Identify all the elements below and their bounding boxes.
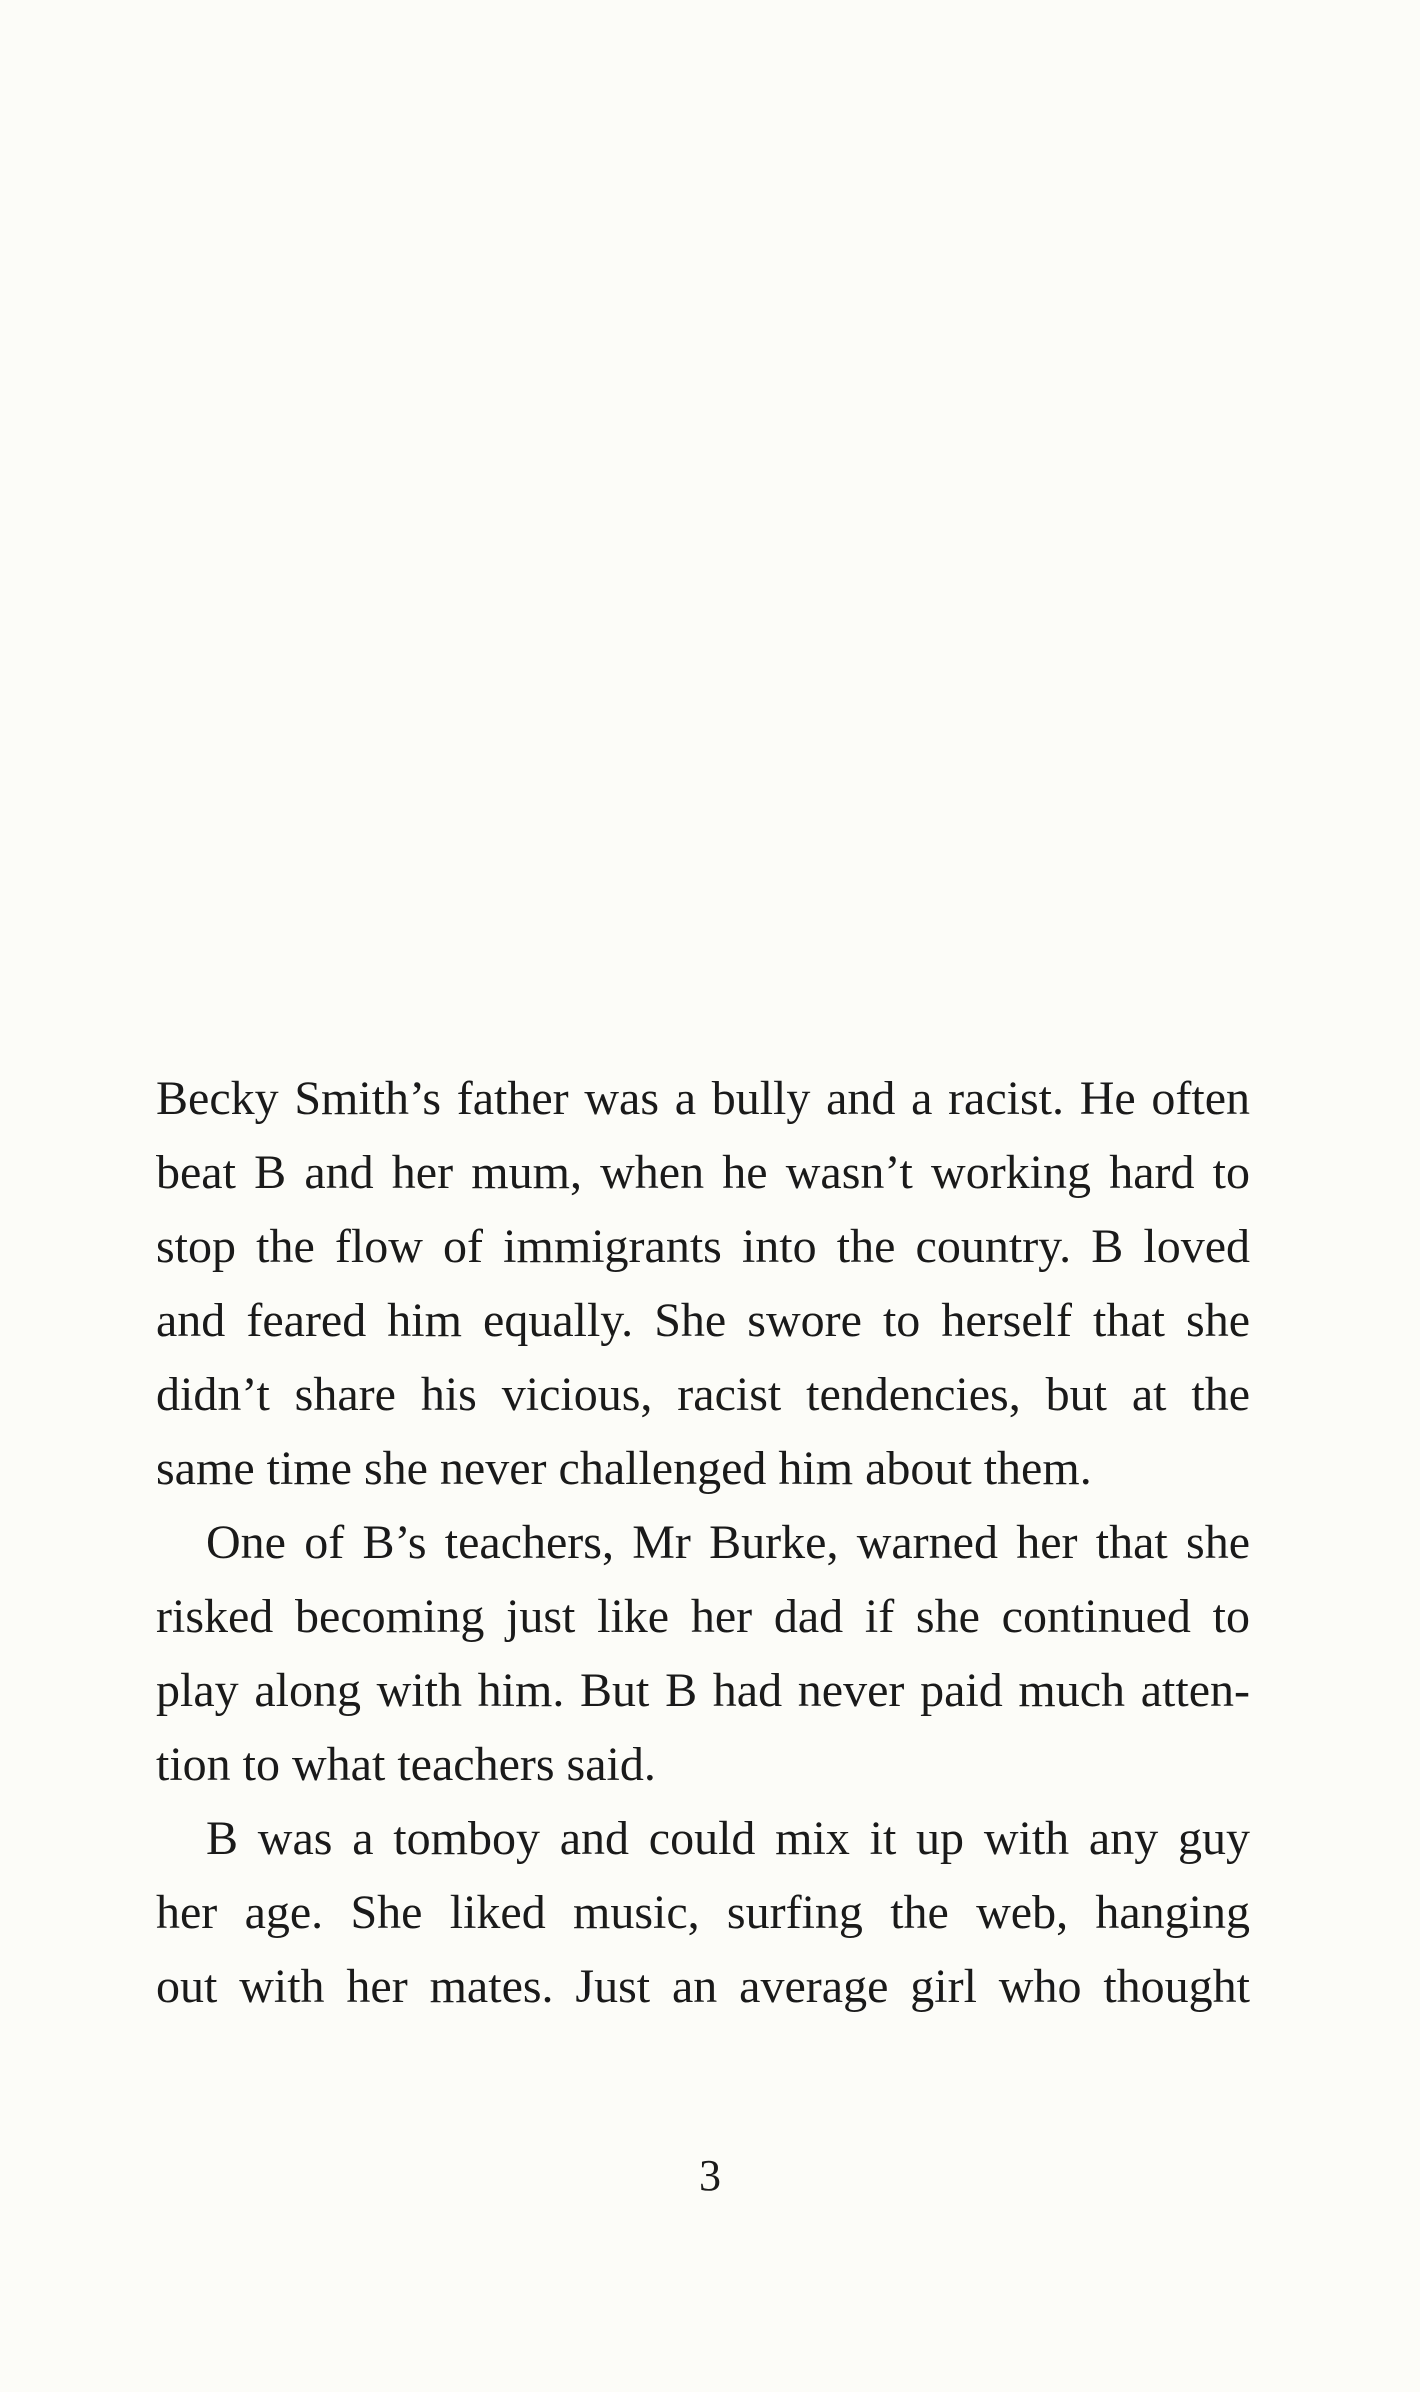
text-line: One of B’s teachers, Mr Burke, warned her that she — [206, 1516, 1250, 1569]
text-line: beat B and her mum, when he wasn’t working hard to — [156, 1146, 1250, 1199]
page-number: 3 — [699, 2151, 721, 2200]
text-line: out with her mates. Just an average girl who thought — [156, 1960, 1250, 2013]
text-line: tion to what teachers said. — [156, 1738, 656, 1791]
text-line: stop the flow of immigrants into the country. B loved — [156, 1220, 1250, 1273]
text-line: play along with him. But B had never paid much atten- — [156, 1664, 1250, 1717]
text-line: didn’t share his vicious, racist tendencies, but at the — [156, 1368, 1250, 1421]
text-line: same time she never challenged him about them. — [156, 1442, 1092, 1495]
text-line: Becky Smith’s father was a bully and a racist. He often — [156, 1072, 1250, 1125]
text-line: B was a tomboy and could mix it up with any guy — [206, 1812, 1250, 1865]
text-line: and feared him equally. She swore to herself that she — [156, 1294, 1250, 1347]
text-line: risked becoming just like her dad if she continued to — [156, 1590, 1250, 1643]
text-line: her age. She liked music, surfing the web, hanging — [156, 1886, 1250, 1939]
body-text — [156, 1062, 1250, 2024]
